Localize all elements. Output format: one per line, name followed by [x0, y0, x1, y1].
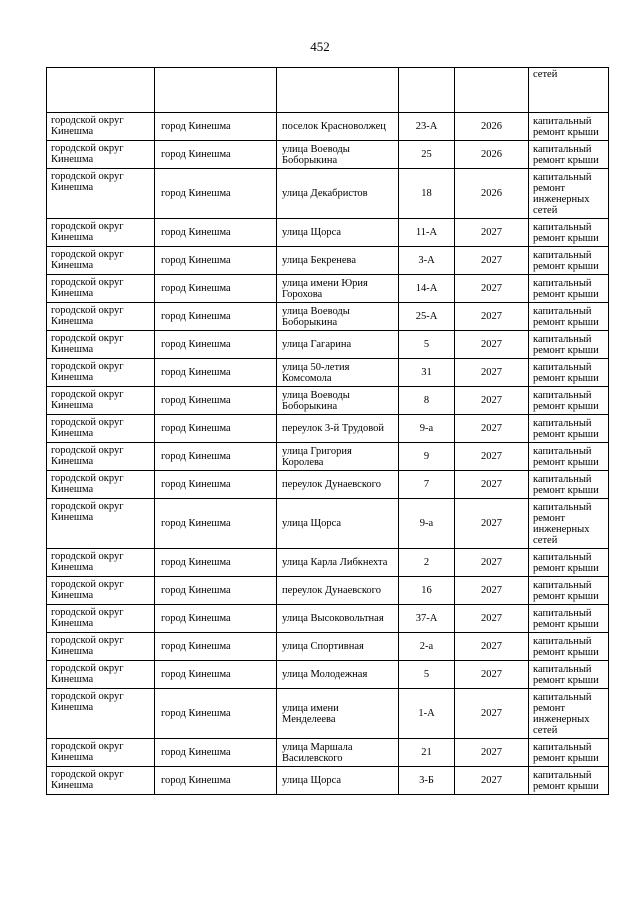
table-row	[47, 331, 609, 359]
cell-street: улица Бекренева	[277, 247, 399, 275]
cell-city: город Кинешма	[155, 387, 277, 415]
cell-house: 31	[399, 359, 455, 387]
cell-house: 3-А	[399, 247, 455, 275]
cell-city: город Кинешма	[155, 661, 277, 689]
cell-district: городской округ Кинешма	[47, 141, 155, 169]
cell-year: 2027	[455, 443, 529, 471]
cell-district	[47, 68, 155, 113]
cell-house: 2-а	[399, 633, 455, 661]
cell-work-type: капитальный ремонт крыши	[529, 661, 609, 689]
table-row	[47, 689, 609, 739]
cell-year: 2027	[455, 387, 529, 415]
cell-district: городской округ Кинешма	[47, 633, 155, 661]
cell-district: городской округ Кинешма	[47, 689, 155, 739]
table-row	[47, 141, 609, 169]
cell-city: город Кинешма	[155, 605, 277, 633]
cell-house	[399, 68, 455, 113]
cell-city: город Кинешма	[155, 359, 277, 387]
cell-city: город Кинешма	[155, 415, 277, 443]
cell-city: город Кинешма	[155, 577, 277, 605]
cell-district: городской округ Кинешма	[47, 247, 155, 275]
cell-street: улица 50-летия Комсомола	[277, 359, 399, 387]
cell-house: 2	[399, 549, 455, 577]
cell-house: 21	[399, 739, 455, 767]
cell-house: 5	[399, 661, 455, 689]
cell-district: городской округ Кинешма	[47, 275, 155, 303]
cell-street: улица Щорса	[277, 767, 399, 795]
cell-street: улица Воеводы Боборыкина	[277, 387, 399, 415]
table-row	[47, 443, 609, 471]
cell-house: 25	[399, 141, 455, 169]
cell-street: улица Воеводы Боборыкина	[277, 141, 399, 169]
cell-work-type: капитальный ремонт крыши	[529, 141, 609, 169]
cell-street: улица Молодежная	[277, 661, 399, 689]
cell-house: 23-А	[399, 113, 455, 141]
cell-work-type: капитальный ремонт крыши	[529, 633, 609, 661]
cell-work-type: капитальный ремонт крыши	[529, 275, 609, 303]
cell-city: город Кинешма	[155, 331, 277, 359]
table-row	[47, 219, 609, 247]
cell-work-type: капитальный ремонт крыши	[529, 303, 609, 331]
cell-house: 9-а	[399, 415, 455, 443]
table-row	[47, 359, 609, 387]
cell-work-type: капитальный ремонт крыши	[529, 443, 609, 471]
cell-house: 1-А	[399, 689, 455, 739]
cell-work-type: капитальный ремонт крыши	[529, 767, 609, 795]
table-row	[47, 113, 609, 141]
cell-house: 9	[399, 443, 455, 471]
cell-district: городской округ Кинешма	[47, 577, 155, 605]
cell-street: улица Высоковольтная	[277, 605, 399, 633]
cell-house: 16	[399, 577, 455, 605]
table-row	[47, 169, 609, 219]
cell-city: город Кинешма	[155, 303, 277, 331]
table-row	[47, 661, 609, 689]
cell-year: 2027	[455, 275, 529, 303]
table-row	[47, 275, 609, 303]
cell-work-type: капитальный ремонт инженерных сетей	[529, 169, 609, 219]
page-number: 452	[310, 39, 330, 54]
cell-year: 2027	[455, 471, 529, 499]
cell-house: 8	[399, 387, 455, 415]
cell-year: 2027	[455, 247, 529, 275]
cell-year: 2026	[455, 141, 529, 169]
cell-district: городской округ Кинешма	[47, 767, 155, 795]
cell-work-type: сетей	[529, 68, 609, 113]
cell-year: 2027	[455, 549, 529, 577]
table-row	[47, 605, 609, 633]
cell-work-type: капитальный ремонт крыши	[529, 247, 609, 275]
cell-work-type: капитальный ремонт крыши	[529, 471, 609, 499]
cell-house: 18	[399, 169, 455, 219]
table-row	[47, 499, 609, 549]
cell-district: городской округ Кинешма	[47, 471, 155, 499]
table-row	[47, 303, 609, 331]
cell-street: улица Гагарина	[277, 331, 399, 359]
cell-street: переулок Дунаевского	[277, 471, 399, 499]
cell-district: городской округ Кинешма	[47, 661, 155, 689]
table-row	[47, 739, 609, 767]
cell-street: улица имени Менделеева	[277, 689, 399, 739]
cell-work-type: капитальный ремонт крыши	[529, 605, 609, 633]
cell-street: улица Григория Королева	[277, 443, 399, 471]
cell-district: городской округ Кинешма	[47, 113, 155, 141]
cell-street: улица Карла Либкнехта	[277, 549, 399, 577]
table-row	[47, 471, 609, 499]
table-row	[47, 549, 609, 577]
cell-district: городской округ Кинешма	[47, 169, 155, 219]
cell-work-type: капитальный ремонт крыши	[529, 331, 609, 359]
cell-work-type: капитальный ремонт крыши	[529, 739, 609, 767]
cell-district: городской округ Кинешма	[47, 331, 155, 359]
table-row	[47, 415, 609, 443]
cell-work-type: капитальный ремонт крыши	[529, 359, 609, 387]
cell-work-type: капитальный ремонт крыши	[529, 577, 609, 605]
cell-work-type: капитальный ремонт крыши	[529, 219, 609, 247]
cell-city: город Кинешма	[155, 113, 277, 141]
cell-year: 2027	[455, 605, 529, 633]
cell-house: 11-А	[399, 219, 455, 247]
continuation-row	[47, 68, 609, 113]
cell-house: 37-А	[399, 605, 455, 633]
table-row	[47, 633, 609, 661]
cell-year: 2027	[455, 359, 529, 387]
cell-district: городской округ Кинешма	[47, 303, 155, 331]
cell-city: город Кинешма	[155, 219, 277, 247]
cell-year: 2027	[455, 219, 529, 247]
cell-year: 2027	[455, 415, 529, 443]
cell-house: 14-А	[399, 275, 455, 303]
cell-work-type: капитальный ремонт инженерных сетей	[529, 689, 609, 739]
cell-district: городской округ Кинешма	[47, 359, 155, 387]
table-row	[47, 577, 609, 605]
cell-city: город Кинешма	[155, 549, 277, 577]
cell-work-type: капитальный ремонт крыши	[529, 387, 609, 415]
cell-city: город Кинешма	[155, 499, 277, 549]
cell-city	[155, 68, 277, 113]
cell-street: улица Воеводы Боборыкина	[277, 303, 399, 331]
cell-city: город Кинешма	[155, 141, 277, 169]
cell-street: переулок Дунаевского	[277, 577, 399, 605]
cell-year: 2027	[455, 661, 529, 689]
cell-city: город Кинешма	[155, 739, 277, 767]
cell-work-type: капитальный ремонт крыши	[529, 549, 609, 577]
cell-city: город Кинешма	[155, 275, 277, 303]
cell-work-type: капитальный ремонт крыши	[529, 415, 609, 443]
cell-street	[277, 68, 399, 113]
cell-district: городской округ Кинешма	[47, 549, 155, 577]
cell-city: город Кинешма	[155, 247, 277, 275]
cell-district: городской округ Кинешма	[47, 443, 155, 471]
cell-year: 2027	[455, 499, 529, 549]
cell-house: 25-А	[399, 303, 455, 331]
cell-district: городской округ Кинешма	[47, 415, 155, 443]
cell-house: 9-а	[399, 499, 455, 549]
cell-city: город Кинешма	[155, 633, 277, 661]
cell-city: город Кинешма	[155, 767, 277, 795]
cell-year: 2027	[455, 767, 529, 795]
cell-district: городской округ Кинешма	[47, 387, 155, 415]
cell-city: город Кинешма	[155, 443, 277, 471]
cell-year: 2027	[455, 577, 529, 605]
cell-year: 2027	[455, 739, 529, 767]
cell-district: городской округ Кинешма	[47, 605, 155, 633]
table-row	[47, 247, 609, 275]
cell-year	[455, 68, 529, 113]
cell-city: город Кинешма	[155, 689, 277, 739]
cell-year: 2026	[455, 113, 529, 141]
cell-year: 2027	[455, 303, 529, 331]
cell-city: город Кинешма	[155, 471, 277, 499]
cell-year: 2026	[455, 169, 529, 219]
cell-street: улица имени Юрия Горохова	[277, 275, 399, 303]
cell-work-type: капитальный ремонт инженерных сетей	[529, 499, 609, 549]
cell-district: городской округ Кинешма	[47, 739, 155, 767]
cell-work-type: капитальный ремонт крыши	[529, 113, 609, 141]
cell-year: 2027	[455, 689, 529, 739]
cell-district: городской округ Кинешма	[47, 499, 155, 549]
cell-year: 2027	[455, 633, 529, 661]
cell-street: улица Спортивная	[277, 633, 399, 661]
table-row	[47, 767, 609, 795]
cell-street: переулок 3-й Трудовой	[277, 415, 399, 443]
cell-city: город Кинешма	[155, 169, 277, 219]
cell-street: улица Маршала Василевского	[277, 739, 399, 767]
cell-house: 7	[399, 471, 455, 499]
cell-district: городской округ Кинешма	[47, 219, 155, 247]
cell-house: 5	[399, 331, 455, 359]
table-row	[47, 387, 609, 415]
cell-house: 3-Б	[399, 767, 455, 795]
cell-year: 2027	[455, 331, 529, 359]
cell-street: улица Щорса	[277, 499, 399, 549]
cell-street: поселок Красноволжец	[277, 113, 399, 141]
repair-schedule-table	[46, 67, 609, 795]
cell-street: улица Щорса	[277, 219, 399, 247]
cell-street: улица Декабристов	[277, 169, 399, 219]
